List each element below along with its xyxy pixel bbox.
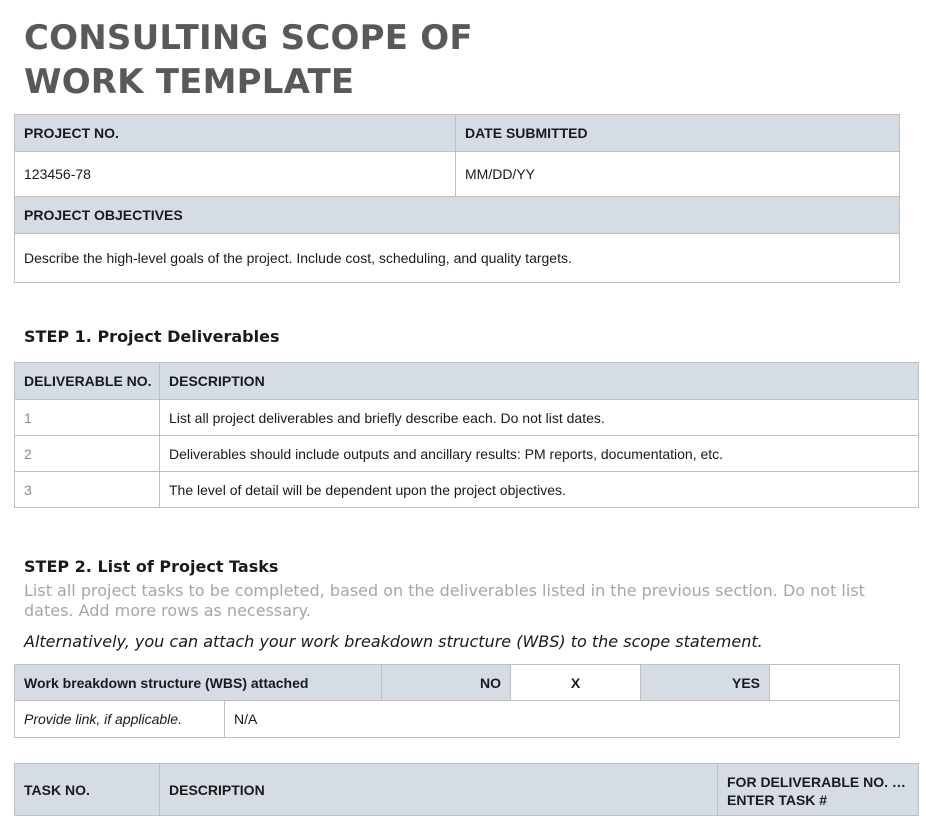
deliverables-table (14, 362, 919, 508)
step2-heading: STEP 2. List of Project Tasks (24, 557, 279, 576)
page-title-line-2: WORK TEMPLATE (24, 62, 355, 102)
wbs-link-label: Provide link, if applicable. (15, 701, 225, 738)
deliverable-description-cell[interactable]: The level of detail will be dependent upon the project objectives. (160, 472, 919, 508)
date-submitted-label: DATE SUBMITTED (456, 115, 900, 152)
step1-heading: STEP 1. Project Deliverables (24, 327, 280, 346)
table-row (15, 400, 919, 436)
wbs-link-field[interactable]: N/A (225, 701, 900, 738)
deliverable-no-cell[interactable]: 2 (15, 436, 160, 472)
project-no-label: PROJECT NO. (15, 115, 456, 152)
wbs-yes-label: YES (641, 665, 770, 701)
deliverable-description-cell[interactable]: List all project deliverables and briefly describe each. Do not list dates. (160, 400, 919, 436)
wbs-alternative-note: Alternatively, you can attach your work breakdown structure (WBS) to the scope statement. (24, 632, 763, 651)
deliverable-no-cell[interactable]: 1 (15, 400, 160, 436)
wbs-yes-field[interactable] (770, 665, 900, 701)
date-submitted-field[interactable]: MM/DD/YY (456, 152, 900, 197)
deliverable-no-column-header: DELIVERABLE NO. (15, 363, 160, 400)
task-description-column-header: DESCRIPTION (160, 764, 718, 816)
tasks-table (14, 763, 919, 816)
wbs-attached-label: Work breakdown structure (WBS) attached (15, 665, 382, 701)
deliverable-no-cell[interactable]: 3 (15, 472, 160, 508)
for-deliverable-column-header: FOR DELIVERABLE NO. … ENTER TASK # (718, 764, 919, 816)
page-title-line-1: CONSULTING SCOPE OF (24, 18, 473, 58)
project-objectives-field[interactable]: Describe the high-level goals of the project. Include cost, scheduling, and quality targets. (15, 234, 900, 283)
table-row (15, 472, 919, 508)
project-objectives-label: PROJECT OBJECTIVES (15, 197, 900, 234)
deliverable-description-cell[interactable]: Deliverables should include outputs and ancillary results: PM reports, documentation, etc. (160, 436, 919, 472)
wbs-table (14, 664, 900, 738)
task-no-column-header: TASK NO. (15, 764, 160, 816)
wbs-no-field[interactable]: X (511, 665, 641, 701)
table-row (15, 436, 919, 472)
step2-instructions: List all project tasks to be completed, based on the deliverables listed in the previous section. Do not list dates. Add more rows as necessary. (24, 581, 865, 620)
page-title (24, 16, 473, 104)
description-column-header: DESCRIPTION (160, 363, 919, 400)
project-info-table (14, 114, 900, 283)
wbs-no-label: NO (382, 665, 511, 701)
project-no-field[interactable]: 123456-78 (15, 152, 456, 197)
